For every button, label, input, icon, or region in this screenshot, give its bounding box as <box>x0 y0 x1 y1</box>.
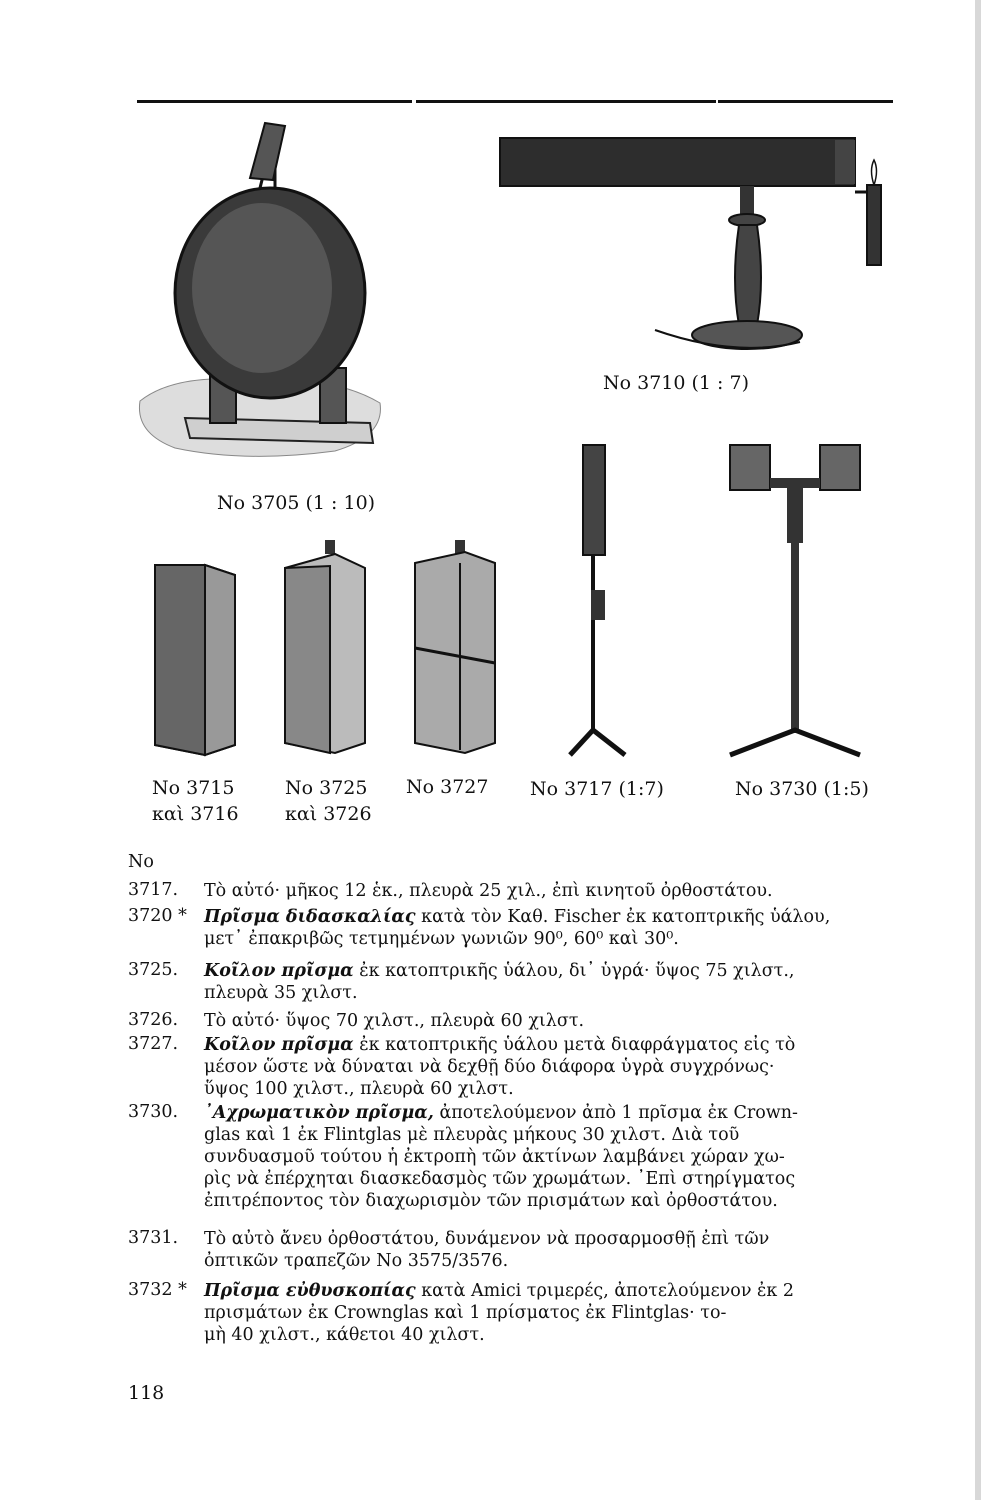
caption-line: καὶ 3726 <box>285 803 372 825</box>
entry-number: 3725. <box>128 960 179 980</box>
entry-term: Κοῖλον πρῖσμα <box>204 1035 354 1055</box>
entry-line <box>204 1034 889 1056</box>
figure-3730-illustration <box>725 440 865 765</box>
caption-line: καὶ 3716 <box>152 803 239 825</box>
entry-term: Πρῖσμα διδασκαλίας <box>204 907 416 927</box>
entry-text <box>204 1010 889 1032</box>
entry-number: 3732 * <box>128 1280 187 1300</box>
entry-text <box>204 1228 889 1272</box>
figure-3725-caption <box>285 775 372 827</box>
entry-line <box>204 1102 889 1124</box>
entry-text <box>204 906 889 950</box>
figure-3730-caption: No 3730 (1:5) <box>735 778 869 800</box>
entry-number: 3730. <box>128 1102 179 1122</box>
entry-text <box>204 1280 889 1346</box>
entry-line: ἐπιτρέποντος τὸν διαχωρισμὸν τῶν πρισμάτων καὶ ὀρθοστάτου. <box>204 1191 778 1211</box>
entry-text <box>204 1034 889 1100</box>
entry-line: ὕψος 100 χιλστ., πλευρὰ 60 χιλστ. <box>204 1079 514 1099</box>
caption-line: No 3725 <box>285 777 368 799</box>
entry-line-text: ἀποτελούμενον ἀπὸ 1 πρῖσμα ἐκ Crown- <box>439 1103 798 1123</box>
entry-number: 3726. <box>128 1010 179 1030</box>
top-rule <box>416 100 716 103</box>
entry-line: μὴ 40 χιλστ., κάθετοι 40 χιλστ. <box>204 1325 485 1345</box>
figure-3727-caption: No 3727 <box>406 776 489 798</box>
entry-line: συνδυασμοῦ τούτου ἡ ἐκτροπὴ τῶν ἀκτίνων λαμβάνει χώραν χω- <box>204 1147 785 1167</box>
entry-line: Τὸ αὐτό· μῆκος 12 ἑκ., πλευρὰ 25 χιλ., ἐπὶ κινητοῦ ὀρθοστάτου. <box>204 881 773 901</box>
page-number: 118 <box>128 1382 165 1404</box>
entry-line: Τὸ αὐτό· ὕψος 70 χιλστ., πλευρὰ 60 χιλστ. <box>204 1011 585 1031</box>
figure-3715-illustration <box>150 560 240 760</box>
entry-number: 3717. <box>128 880 179 900</box>
entry-line-text: κατὰ Amici τριμερές, ἀποτελούμενον ἐκ 2 <box>421 1281 795 1301</box>
figure-3717-caption: No 3717 (1:7) <box>530 778 664 800</box>
entry-term: ᾿Αχρωματικὸν πρῖσμα, <box>204 1103 434 1123</box>
entry-line: ὀπτικῶν τραπεζῶν No 3575/3576. <box>204 1251 509 1271</box>
entry-text <box>204 960 889 1004</box>
figure-3705-illustration <box>135 118 395 463</box>
entry-line-text: ἐκ κατοπτρικῆς ὑάλου μετὰ διαφράγματος εἰς τὸ <box>359 1035 796 1055</box>
entry-line: μέσον ὥστε νὰ δύναται νὰ δεχθῇ δύο διάφορα ὑγρὰ συγχρόνως· <box>204 1057 775 1077</box>
top-rule <box>718 100 893 103</box>
entry-line: πρισμάτων ἐκ Crownglas καὶ 1 πρίσματος ἐκ Flintglas· το- <box>204 1303 727 1323</box>
entry-term: Πρῖσμα εὐθυσκοπίας <box>204 1281 416 1301</box>
figure-3710-illustration <box>495 130 890 360</box>
figure-3705-caption: No 3705 (1 : 10) <box>217 492 376 514</box>
entry-number: 3731. <box>128 1228 179 1248</box>
entry-number: 3720 * <box>128 906 187 926</box>
entry-line-text: ἐκ κατοπτρικῆς ὑάλου, δι᾽ ὑγρά· ὕψος 75 χιλστ., <box>359 961 795 981</box>
entry-line: Τὸ αὐτὸ ἄνευ ὀρθοστάτου, δυνάμενον νὰ προσαρμοσθῇ ἐπὶ τῶν <box>204 1229 770 1249</box>
figure-3715-caption <box>152 775 239 827</box>
entry-term: Κοῖλον πρῖσμα <box>204 961 354 981</box>
entry-line: ρὶς νὰ ἐπέρχηται διασκεδασμὸς τῶν χρωμάτων. ᾿Επὶ στηρίγματος <box>204 1169 796 1189</box>
page-edge <box>975 0 981 1500</box>
figure-3717-illustration <box>565 440 635 765</box>
entry-text <box>204 880 889 902</box>
top-rule <box>137 100 412 103</box>
entry-line <box>204 906 889 928</box>
entry-line: πλευρὰ 35 χιλστ. <box>204 983 358 1003</box>
entry-line <box>204 1280 889 1302</box>
figure-3727-illustration <box>410 538 500 758</box>
entry-line-text: κατὰ τὸν Καθ. Fischer ἐκ κατοπτρικῆς ὑάλου, <box>421 907 831 927</box>
figure-3725-illustration <box>280 538 370 758</box>
figure-3710-caption: No 3710 (1 : 7) <box>603 372 749 394</box>
entry-text <box>204 1102 889 1212</box>
entry-number: 3727. <box>128 1034 179 1054</box>
column-header: No <box>128 852 154 872</box>
caption-line: No 3715 <box>152 777 235 799</box>
entry-line <box>204 960 889 982</box>
entry-line: glas καὶ 1 ἐκ Flintglas μὲ πλευρὰς μήκους 30 χιλστ. Διὰ τοῦ <box>204 1125 740 1145</box>
entry-line: μετ᾽ ἐπακριβῶς τετμημένων γωνιῶν 90⁰, 60⁰ καὶ 30⁰. <box>204 929 679 949</box>
